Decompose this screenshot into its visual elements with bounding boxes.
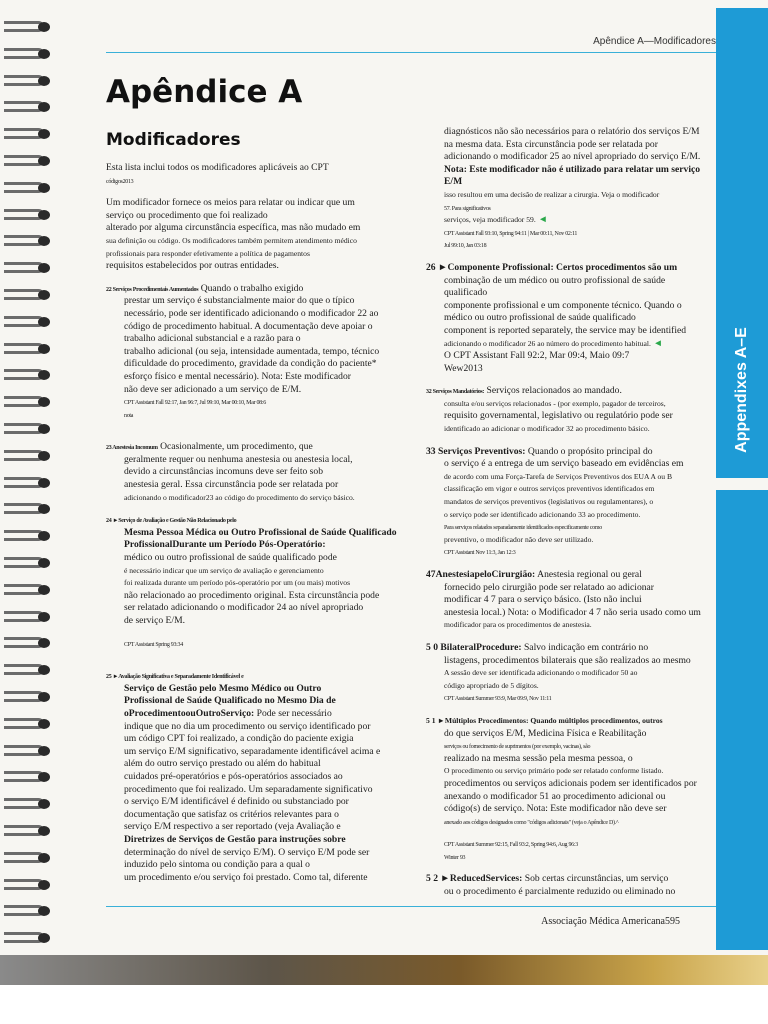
text-line — [106, 527, 416, 540]
text-line-content: 22 Serviços Procedimentais Aumentados — [106, 286, 199, 293]
text-line — [426, 740, 704, 753]
text-line-content: o serviço pode ser identificado adicionando 33 ao procedimento. — [444, 509, 641, 519]
text-line — [426, 534, 704, 547]
text-line-content: adicionando o modificador 25 ao nível apropriado do serviço E/M. — [444, 151, 701, 163]
binding-ring — [4, 14, 54, 36]
text-line-content: induzido pelo sintoma ou condição para a qual o — [124, 859, 310, 871]
text-line-content: CPT Assistant Nov 11:3, Jan 12:3 — [444, 550, 516, 557]
text-line — [106, 283, 416, 296]
text-line — [106, 695, 416, 708]
text-line — [426, 816, 704, 829]
text-line — [426, 363, 704, 376]
binding-ring — [4, 443, 54, 465]
text-line-content: requisito governamental, legislativo ou regulatório pode ser — [444, 410, 673, 422]
binding-ring — [4, 362, 54, 384]
text-line-content: médico ou outro profissional de saúde qualificado — [444, 312, 636, 324]
text-line-content: médico ou outro profissional de saúde qualificado pode — [124, 552, 337, 564]
binding-ring — [4, 121, 54, 143]
text-line — [106, 708, 416, 721]
text-line-content: documentação que satisfaz os critérios relevantes para o — [124, 808, 339, 820]
binding-ring — [4, 389, 54, 411]
text-line — [106, 333, 416, 346]
paragraph-gap — [106, 187, 416, 197]
text-line-content: modificador para os procedimentos de anestesia. — [444, 620, 592, 630]
text-line-content: 5 0 BilateralProcedure: — [426, 641, 522, 653]
binding-ring — [4, 255, 54, 277]
text-line-content: Winter 93 — [444, 854, 466, 861]
text-line-continuation: Quando o trabalho exigido — [200, 282, 304, 294]
binding-ring — [4, 764, 54, 786]
text-line — [426, 151, 704, 164]
text-line — [426, 189, 704, 202]
binding-ring — [4, 94, 54, 116]
text-line-content: ProfissionalDurante um Período Pós-Operatório: — [124, 539, 326, 551]
text-line-content: além do outro serviço prestado ou além do habitual — [124, 758, 321, 770]
text-line — [426, 715, 704, 728]
text-line — [106, 809, 416, 822]
binding-ring — [4, 175, 54, 197]
text-line — [106, 733, 416, 746]
text-line — [426, 838, 704, 851]
text-line — [426, 227, 704, 240]
text-line — [426, 239, 704, 252]
text-line — [426, 655, 704, 668]
paragraph-gap — [426, 705, 704, 715]
paragraph-gap — [106, 650, 416, 660]
running-header: Apêndice A—Modificadores — [593, 36, 716, 47]
text-line-content: profissionais para responder efetivamente a política de pagamentos — [106, 248, 310, 258]
text-line-content: 5 1 ►Múltiplos Procedimentos: Quando múltiplos procedimentos, outros — [426, 715, 663, 725]
text-line — [106, 552, 416, 565]
text-line — [106, 346, 416, 359]
binding-ring — [4, 818, 54, 840]
text-line-content: esforço físico e mental necessário). Nota: Este modificador — [124, 370, 351, 382]
text-line-content: anestesia local.) Nota: o Modificador 4 7 não seria usado como um — [444, 606, 701, 618]
paragraph-gap — [106, 504, 416, 514]
text-line — [426, 350, 704, 363]
text-line-content: mandatos de serviços preventivos (legislativos ou regulamentares), o — [444, 497, 654, 507]
text-line-content: necessário, pode ser identificado adicionando o modificador 22 ao — [124, 307, 379, 319]
text-line-content: combinação de um médico ou outro profissional de saúde qualificado — [444, 274, 666, 299]
text-line-content: diagnósticos não são necessários para o relatório dos serviços E/M — [444, 126, 700, 137]
bottom-margin — [0, 985, 768, 1024]
text-line — [426, 458, 704, 471]
text-line — [426, 619, 704, 632]
text-line-content: CPT Assistant Fall 92:17, Jan 96:7, Jul 99:10, Mar 00:10, Mar 08:6 — [124, 400, 266, 407]
revision-marker-icon: ◄ — [653, 337, 663, 349]
binding-ring — [4, 604, 54, 626]
text-line-content: na mesma data. Esta circunstância pode ser relatada por — [444, 138, 658, 150]
text-line-content: trabalho adicional substancial e a razão para o — [124, 333, 301, 345]
text-line-content: é necessário indicar que um serviço de avaliação e gerenciamento — [124, 565, 324, 575]
text-line-content: 24 ►Serviço de Avaliação e Gestão Não Relacionado pelo — [106, 518, 237, 525]
text-line-content: consulta e/ou serviços relacionados - (por exemplo, pagador de terceiros, — [444, 398, 666, 408]
text-line-content: Profissional de Saúde Qualificado no Mesmo Dia de — [124, 695, 336, 707]
text-line-content: anexado aos códigos designados como "códigos adicionais" (veja o Apêndice D).^ — [444, 819, 619, 826]
text-line-content: serviços ou fornecimento de suprimentos (por exemplo, vacinas), são — [444, 744, 591, 751]
text-line-content: 32 Serviços Mandatórios: — [426, 389, 485, 396]
paragraph-gap — [106, 431, 416, 441]
text-line — [426, 300, 704, 313]
binding-ring — [4, 523, 54, 545]
text-line — [426, 521, 704, 534]
text-line-content: 23 Anestesia Incomum — [106, 445, 158, 452]
text-line — [426, 569, 704, 582]
paragraph-gap — [106, 273, 416, 283]
binding-ring — [4, 738, 54, 760]
text-line-content: component is reported separately, the service may be identified — [444, 324, 687, 336]
text-line — [426, 778, 704, 791]
text-line — [426, 139, 704, 152]
text-line — [106, 162, 416, 175]
text-line-continuation: Quando o propósito principal do — [527, 445, 653, 457]
text-line-content: um código CPT foi realizado, a condição do paciente exigia — [124, 733, 354, 745]
text-line — [426, 765, 704, 778]
text-line — [426, 410, 704, 423]
text-line — [106, 859, 416, 872]
text-line-content: isso resultou em uma decisão de realizar a cirurgia. Veja o modificador — [444, 189, 660, 199]
text-line-content: o serviço é a entrega de um serviço baseado em evidências em — [444, 458, 684, 470]
paragraph-gap — [426, 559, 704, 569]
binding-ring — [4, 657, 54, 679]
paragraph-gap — [426, 436, 704, 446]
text-line — [106, 834, 416, 847]
text-line — [106, 565, 416, 578]
binding-ring — [4, 41, 54, 63]
text-line-content: Mesma Pessoa Médica ou Outro Profissional de Saúde Qualificado — [124, 526, 397, 538]
text-line — [106, 872, 416, 885]
text-line-content: um procedimento e/ou serviço foi prestado. Como tal, diferente — [124, 871, 368, 883]
text-line-content: foi realizada durante um período pós-operatório por um (ou mais) motivos — [124, 578, 351, 588]
text-line — [106, 454, 416, 467]
text-line — [426, 594, 704, 607]
text-line — [426, 164, 704, 189]
text-line — [426, 202, 704, 215]
text-line — [106, 615, 416, 628]
paragraph-gap — [106, 421, 416, 431]
text-line — [106, 295, 416, 308]
text-line-content: 33 Serviços Preventivos: — [426, 445, 526, 457]
text-line-content: do que serviços E/M, Medicina Física e Reabilitação — [444, 727, 647, 739]
text-line — [426, 680, 704, 693]
text-line-content: Diretrizes de Serviços de Gestão para instruções sobre — [124, 833, 346, 845]
text-line-content: Esta lista inclui todos os modificadores aplicáveis ao CPT — [106, 162, 329, 173]
text-line — [106, 384, 416, 397]
text-line — [106, 784, 416, 797]
text-line-content: serviço E/M respectivo a ser reportado (veja Avaliação e — [124, 821, 341, 833]
text-line — [426, 385, 704, 398]
text-line-continuation: Anestesia regional ou geral — [537, 569, 642, 580]
page-title: Apêndice A — [106, 74, 303, 110]
text-line-content: Serviço de Gestão pelo Mesmo Médico ou Outro — [124, 682, 322, 694]
text-line — [106, 602, 416, 615]
text-line-content: adicionando o modificador23 ao código do procedimento do serviço básico. — [124, 492, 355, 502]
text-line-content: geralmente requer ou nenhuma anestesia ou anestesia local, — [124, 453, 353, 465]
section-title: Modificadores — [106, 130, 241, 150]
text-line-content: devido a circunstâncias incomuns deve ser feito sob — [124, 466, 324, 478]
binding-ring — [4, 309, 54, 331]
text-line — [426, 275, 704, 300]
text-line — [106, 577, 416, 590]
text-line — [106, 260, 416, 273]
binding-ring — [4, 68, 54, 90]
binding-ring — [4, 898, 54, 920]
text-line — [426, 667, 704, 680]
text-line — [106, 746, 416, 759]
text-line — [106, 514, 416, 527]
text-line — [106, 175, 416, 188]
binding-ring — [4, 577, 54, 599]
text-line — [106, 222, 416, 235]
text-line-content: de serviço E/M. — [124, 615, 186, 626]
text-line — [106, 683, 416, 696]
text-line — [106, 466, 416, 479]
text-line — [106, 590, 416, 603]
text-line — [106, 721, 416, 734]
text-line — [426, 398, 704, 411]
binding-ring — [4, 470, 54, 492]
text-line — [106, 248, 416, 261]
binding-ring — [4, 496, 54, 518]
text-line — [106, 210, 416, 223]
text-line — [106, 821, 416, 834]
left-column — [106, 162, 416, 884]
footer — [520, 916, 680, 927]
text-line-content: um serviço E/M significativo, separadamente identificável acima e — [124, 745, 381, 757]
binding-ring — [4, 684, 54, 706]
text-line-content: serviço ou procedimento que foi realizado — [106, 209, 268, 221]
text-line-content: preventivo, o modificador não deve ser utilizado. — [444, 534, 594, 544]
text-line — [106, 670, 416, 683]
text-line — [426, 312, 704, 325]
text-line-content: componente profissional e um componente técnico. Quando o — [444, 299, 682, 311]
binding-ring — [4, 228, 54, 250]
text-line — [426, 851, 704, 864]
side-tab-bottom — [716, 490, 768, 950]
text-line — [426, 753, 704, 766]
text-line-content: código(s) de serviço. Nota: Este modificador não deve ser — [444, 803, 667, 815]
binding-ring — [4, 711, 54, 733]
text-line-content: CPT Assistant Summer 92:15, Fall 93:2, Spring 94:6, Aug 96:3 — [444, 842, 578, 849]
binding-ring — [4, 872, 54, 894]
text-line-content: modificar 4 7 para o serviço básico. (Isto não inclui — [444, 594, 642, 606]
text-line-content: ser relatado adicionando o modificador 24 ao nível apropriado — [124, 602, 364, 614]
binding-ring — [4, 925, 54, 947]
footer-publisher: Associação Médica Americana — [541, 916, 665, 927]
binding-ring — [4, 791, 54, 813]
text-line-content: nota — [124, 412, 134, 419]
text-line — [106, 308, 416, 321]
binding-ring — [4, 630, 54, 652]
text-line-content: 57. Para significativos — [444, 205, 491, 212]
text-line — [426, 791, 704, 804]
paragraph-gap — [426, 632, 704, 642]
text-line-content: oProcedimentoouOutroServiço: — [124, 707, 255, 719]
paragraph-gap — [426, 252, 704, 262]
text-line-content: anexando o modificador 51 ao procedimento adicional ou — [444, 790, 666, 802]
text-line — [426, 325, 704, 338]
text-line-content: 47AnestesiapeloCirurgião: — [426, 569, 536, 580]
text-line-content: O procedimento ou serviço primário pode ser relatado conforme listado. — [444, 766, 664, 776]
text-line-content: A sessão deve ser identificada adicionando o modificador 50 ao — [444, 668, 638, 678]
text-line-content: determinação do nível de serviço E/M). O serviço E/M pode ser — [124, 846, 370, 858]
binding-ring — [4, 845, 54, 867]
text-line-continuation: Ocasionalmente, um procedimento, que — [160, 441, 313, 453]
text-line-content: procedimento que foi realizado. Um separadamente significativo — [124, 783, 373, 795]
text-line — [426, 446, 704, 459]
text-line — [426, 496, 704, 509]
text-line — [106, 771, 416, 784]
text-line — [426, 728, 704, 741]
binding-ring — [4, 336, 54, 358]
desk-background — [0, 955, 768, 985]
text-line — [106, 847, 416, 860]
right-column — [426, 126, 704, 899]
text-line — [106, 396, 416, 409]
text-line-content: CPT Assistant Spring 93:34 — [124, 641, 183, 648]
text-line — [426, 338, 704, 351]
paragraph-gap — [426, 375, 704, 385]
text-line — [426, 642, 704, 655]
text-line-content: serviços, veja modificador 59. — [444, 215, 536, 225]
revision-marker-icon: ◄ — [538, 214, 548, 226]
text-line-content: trabalho adicional (ou seja, intensidade aumentada, tempo, técnico — [124, 345, 380, 357]
side-tab-text: Appendixes A–E — [733, 327, 751, 453]
text-line-continuation: Pode ser necessário — [256, 707, 332, 719]
text-line — [426, 692, 704, 705]
text-line-content: de acordo com uma Força-Tarefa de Serviços Preventivos dos EUA A ou B — [444, 471, 673, 481]
text-line-content: o serviço E/M identificável é definido ou substanciado por — [124, 796, 349, 808]
text-line — [106, 321, 416, 334]
text-line-content: Wew2013 — [444, 362, 483, 374]
text-line — [426, 546, 704, 559]
text-line-content: 25 ►Avaliação Significativa e Separadamente Identificável e — [106, 674, 244, 681]
text-line-content: identificado ao adicionar o modificador 32 ao procedimento básico. — [444, 424, 650, 434]
text-line-content: 5 2 ►ReducedServices: — [426, 873, 523, 885]
text-line-content: cuidados pré-operatórios e pós-operatórios associados ao — [124, 770, 343, 782]
text-line-content: código de procedimento habitual. A documentação deve apoiar o — [124, 320, 373, 332]
paragraph-gap — [106, 660, 416, 670]
text-line — [426, 483, 704, 496]
text-line-content: Para serviços relatados separadamente identificados especificamente como — [444, 525, 602, 532]
text-line — [426, 262, 704, 275]
text-line — [426, 423, 704, 436]
text-line-content: código apropriado de 5 dígitos. — [444, 680, 539, 690]
text-line — [426, 886, 704, 899]
text-line — [106, 758, 416, 771]
text-line — [106, 371, 416, 384]
paragraph-gap — [426, 828, 704, 838]
text-line-content: CPT Assistant Fall 93:10, Spring 94:11 | Mar 00:11, Nov 02:11 — [444, 230, 578, 237]
text-line — [106, 441, 416, 454]
text-line-content: 26 ►Componente Profissional: Certos procedimentos são um — [426, 261, 678, 273]
text-line — [106, 479, 416, 492]
text-line — [426, 607, 704, 620]
text-line — [106, 409, 416, 422]
text-line — [426, 873, 704, 886]
text-line-content: indique que no dia um procedimento ou serviço identificado por — [124, 720, 371, 732]
text-line — [426, 214, 704, 227]
text-line-content: dificuldade do procedimento, gravidade da condição do paciente* — [124, 358, 377, 370]
text-line-content: ou o procedimento é parcialmente reduzido ou eliminado no — [444, 886, 676, 898]
text-line-continuation: Serviços relacionados ao mandado. — [486, 385, 622, 397]
text-line — [106, 358, 416, 371]
text-line — [426, 509, 704, 522]
text-line-content: adicionando o modificador 26 ao número do procedimento habitual. — [444, 338, 651, 348]
text-line-content: requisitos estabelecidos por outras entidades. — [106, 260, 279, 272]
header-rule — [106, 52, 716, 53]
spiral-binding — [0, 0, 60, 955]
text-line-content: não deve ser adicionado a um serviço de E/M. — [124, 383, 302, 395]
text-line-content: anestesia geral. Essa circunstância pode ser relatada por — [124, 479, 339, 491]
text-line-content: O CPT Assistant Fall 92:2, Mar 09:4, Maio 09:7 — [444, 350, 630, 362]
text-line-content: prestar um serviço é substancialmente maior do que o típico — [124, 295, 355, 307]
footer-rule — [106, 906, 716, 907]
text-line-content: Jul 99:10, Jan 03:18 — [444, 243, 487, 250]
text-line — [106, 539, 416, 552]
text-line-content: realizado na mesma sessão pela mesma pessoa, o — [444, 752, 633, 764]
text-line — [426, 803, 704, 816]
binding-ring — [4, 282, 54, 304]
binding-ring — [4, 148, 54, 170]
text-line-content: códigos2013 — [106, 178, 134, 185]
text-line — [106, 796, 416, 809]
text-line — [106, 492, 416, 505]
text-line-content: classificação em vigor e outros serviços preventivos identificados em — [444, 484, 655, 494]
text-line-content: procedimentos ou serviços adicionais podem ser identificados por — [444, 777, 697, 789]
text-line — [426, 471, 704, 484]
paragraph-gap — [426, 863, 704, 873]
text-line — [106, 235, 416, 248]
text-line-content: Um modificador fornece os meios para relatar ou indicar que um — [106, 197, 355, 209]
text-line-content: Nota: Este modificador não é utilizado para relatar um serviço E/M — [444, 163, 701, 188]
footer-page-number: 595 — [665, 916, 680, 927]
text-line-continuation: Sob certas circunstâncias, um serviço — [524, 873, 669, 885]
text-line — [426, 582, 704, 595]
text-line — [426, 126, 704, 139]
text-line-content: alterado por alguma circunstância específica, mas não mudado em — [106, 222, 361, 234]
text-line-continuation: Salvo indicação em contrário no — [523, 641, 649, 653]
text-line — [106, 638, 416, 651]
binding-ring — [4, 202, 54, 224]
paragraph-gap — [106, 628, 416, 638]
side-tab-label — [716, 300, 768, 480]
text-line-content: CPT Assistant Summer 93:9, Mar 09:9, Nov 11:11 — [444, 696, 552, 703]
text-line-content: não relacionado ao procedimento original. Esta circunstância pode — [124, 589, 380, 601]
binding-ring — [4, 550, 54, 572]
text-line-content: sua definição ou código. Os modificadores também permitem atendimento médico — [106, 235, 357, 245]
binding-ring — [4, 416, 54, 438]
text-line-content: listagens, procedimentos bilaterais que são realizados ao mesmo — [444, 654, 691, 666]
text-line-content: fornecido pelo cirurgião pode ser relatado ao adicionar — [444, 581, 654, 593]
text-line — [106, 197, 416, 210]
